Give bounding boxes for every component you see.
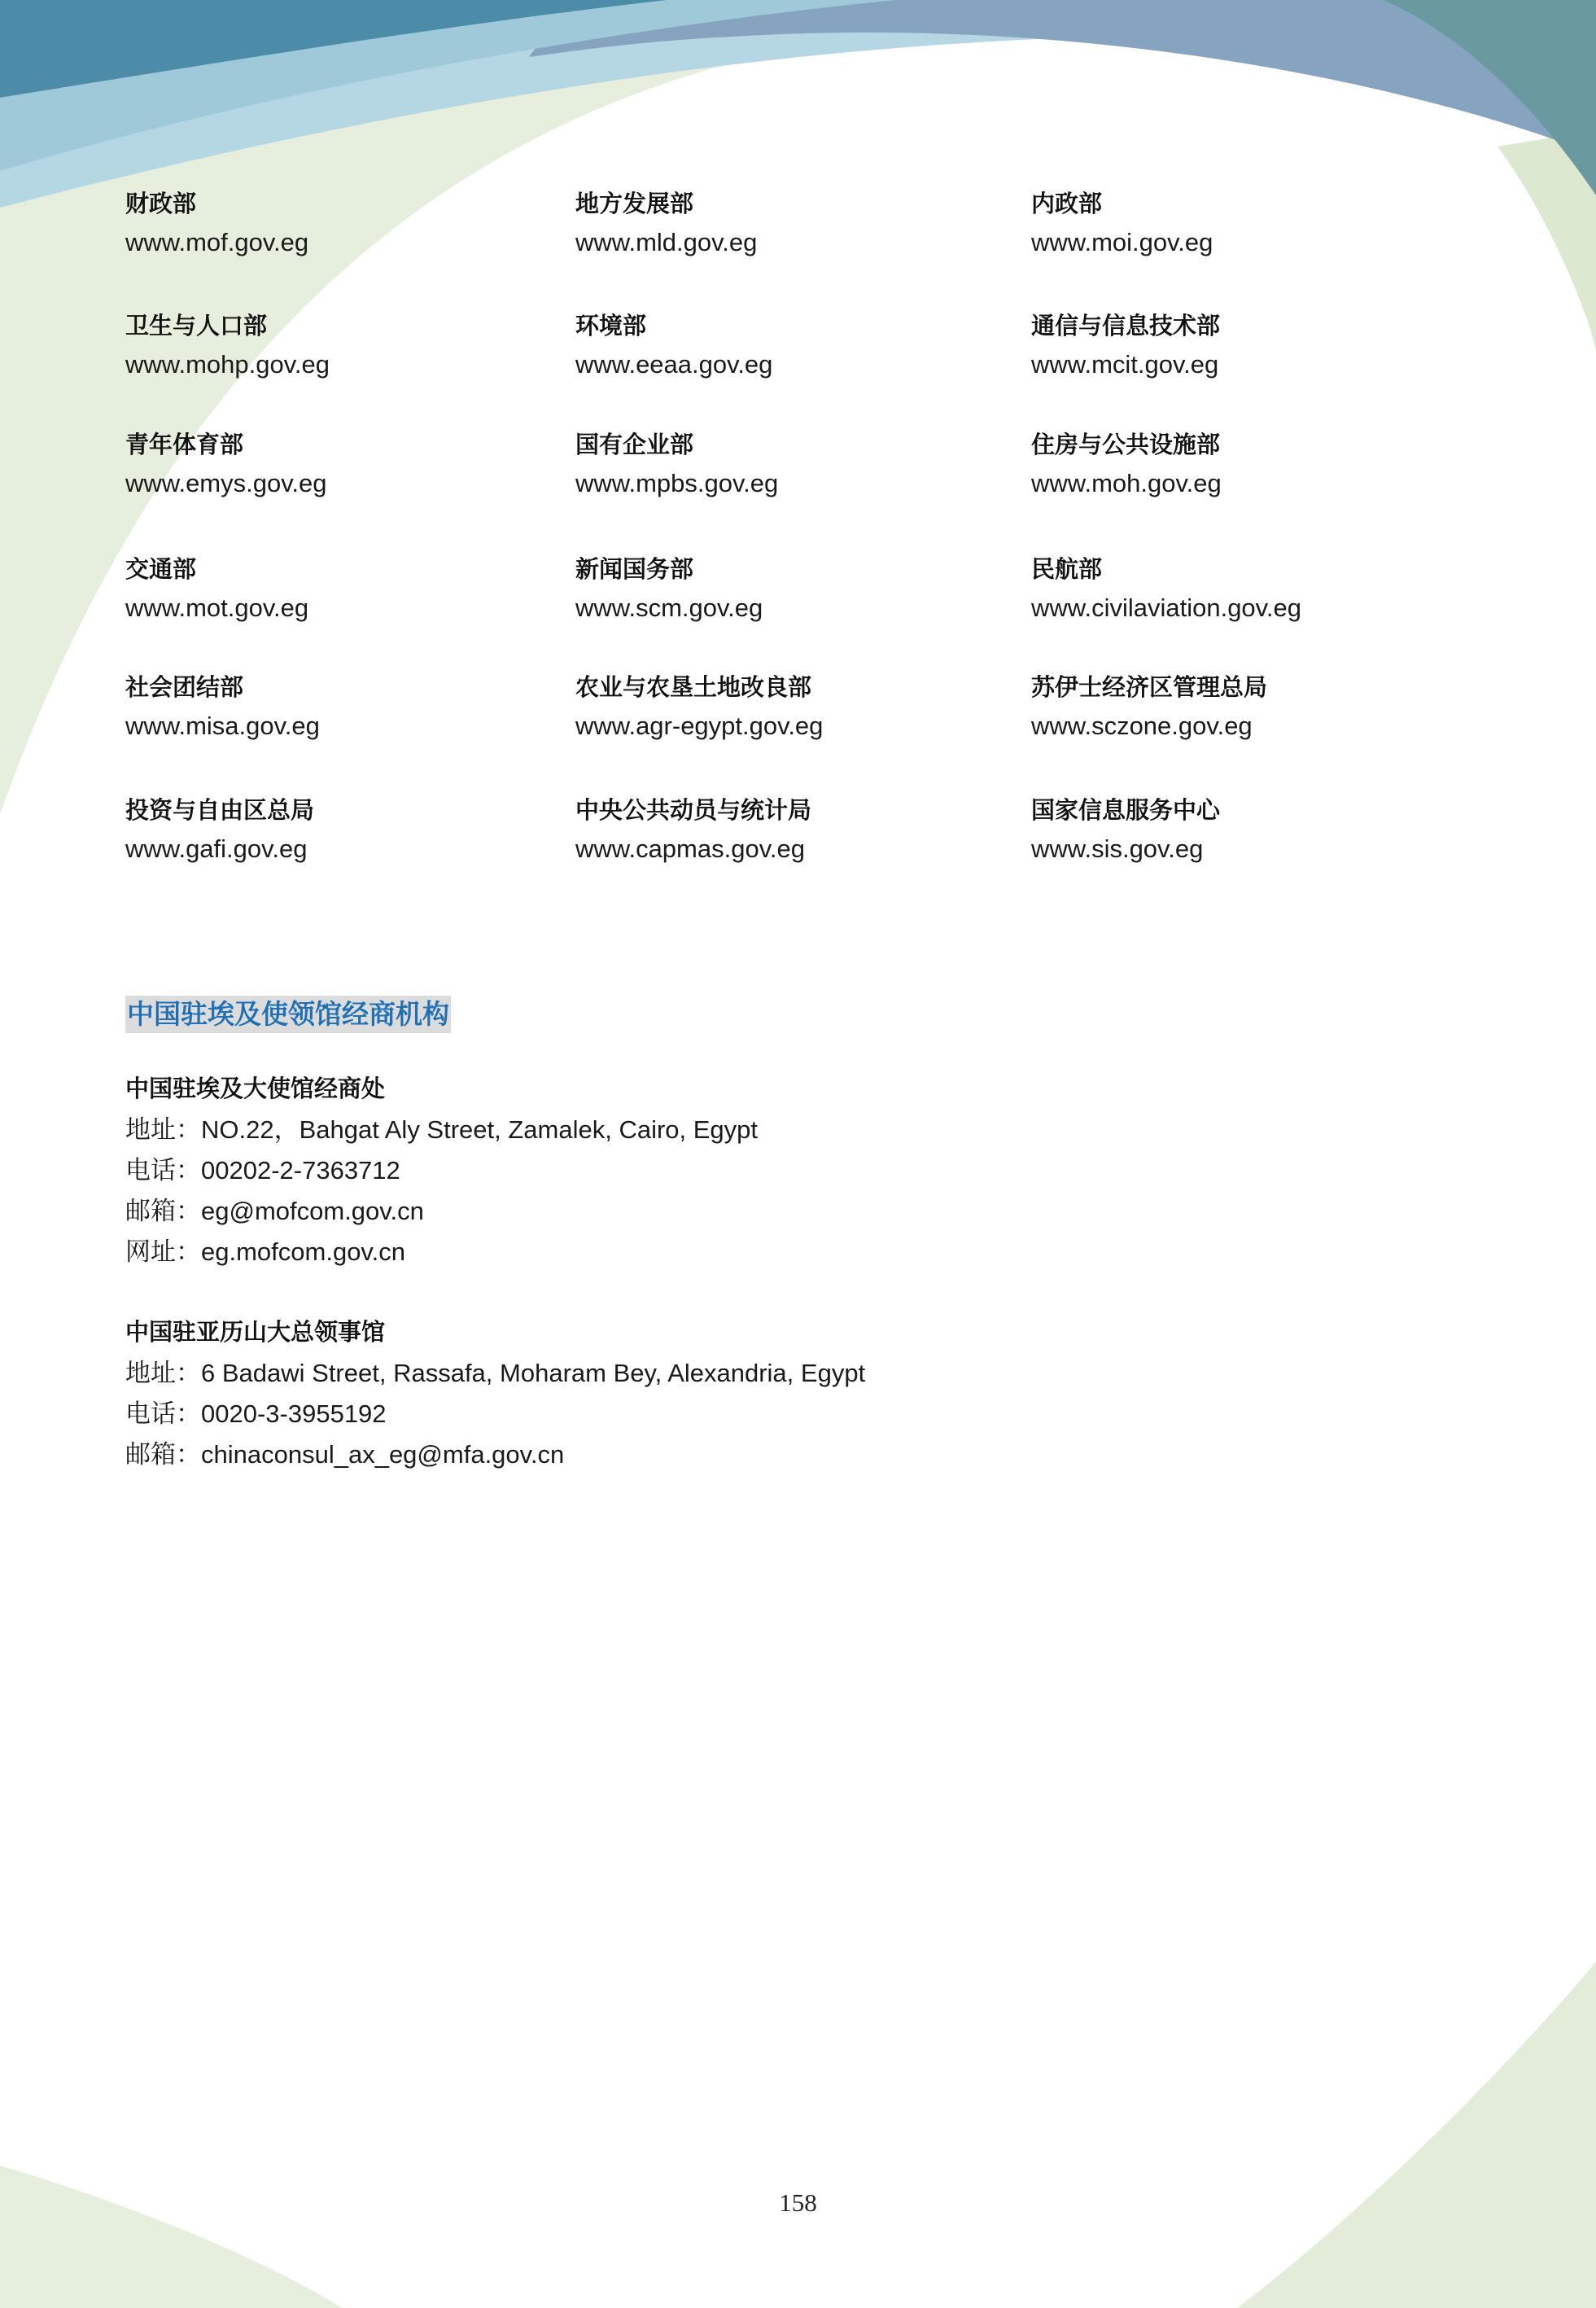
ministry-url[interactable]: www.mof.gov.eg <box>125 228 309 256</box>
ministry-url[interactable]: www.emys.gov.eg <box>125 469 327 497</box>
ministry-name: 环境部 <box>575 313 647 339</box>
ministry-name: 农业与农垦土地改良部 <box>575 675 812 701</box>
ministry-url[interactable]: www.scm.gov.eg <box>575 593 763 622</box>
ministry-entry <box>1031 427 1471 503</box>
ministry-entry <box>575 551 1015 628</box>
ministry-name: 社会团结部 <box>125 675 244 701</box>
ministry-url[interactable]: www.moi.gov.eg <box>1031 228 1213 256</box>
ministry-url[interactable]: www.mohp.gov.eg <box>125 350 330 379</box>
office-phone: 电话：00202-2-7363712 <box>125 1156 400 1185</box>
ministry-name: 财政部 <box>125 191 197 217</box>
ministry-url[interactable]: www.mpbs.gov.eg <box>575 469 779 497</box>
ministry-name: 青年体育部 <box>125 432 244 458</box>
office-email[interactable]: 邮箱：chinaconsul_ax_eg@mfa.gov.cn <box>125 1440 565 1469</box>
ministry-entry <box>125 427 565 503</box>
ministry-name: 卫生与人口部 <box>125 313 268 339</box>
ministry-url[interactable]: www.civilaviation.gov.eg <box>1031 593 1301 622</box>
office-email[interactable]: 邮箱：eg@mofcom.gov.cn <box>125 1197 424 1225</box>
office-address: 地址：6 Badawi Street, Rassafa, Moharam Bey, Alexandria, Egypt <box>125 1359 866 1387</box>
office-name: 中国驻亚历山大总领事馆 <box>125 1320 386 1346</box>
ministry-entry <box>125 792 565 869</box>
ministry-url[interactable]: www.sczone.gov.eg <box>1031 712 1253 740</box>
section-title: 中国驻埃及使领馆经商机构 <box>125 996 451 1033</box>
ministry-name: 中央公共动员与统计局 <box>575 798 812 824</box>
ministry-name: 交通部 <box>125 557 197 583</box>
office-website[interactable]: 网址：eg.mofcom.gov.cn <box>125 1237 405 1266</box>
office-name: 中国驻埃及大使馆经商处 <box>125 1076 386 1102</box>
ministry-name: 住房与公共设施部 <box>1031 432 1221 458</box>
ministry-entry <box>575 427 1015 503</box>
ministry-entry <box>125 551 565 628</box>
ministry-entry <box>1031 308 1471 384</box>
ministry-entry <box>1031 186 1471 262</box>
ministry-entry <box>575 669 1015 746</box>
office-address: 地址：NO.22，Bahgat Aly Street, Zamalek, Cairo, Egypt <box>125 1115 759 1144</box>
ministry-url[interactable]: www.capmas.gov.eg <box>575 834 805 863</box>
ministry-entry <box>575 792 1015 869</box>
ministry-name: 通信与信息技术部 <box>1031 313 1221 339</box>
consulate-office-block <box>125 1312 1183 1475</box>
ministry-name: 民航部 <box>1031 557 1103 583</box>
ministry-url[interactable]: www.mld.gov.eg <box>575 228 758 256</box>
ministry-entry <box>1031 669 1471 746</box>
ministry-name: 国有企业部 <box>575 432 694 458</box>
ministry-name: 地方发展部 <box>575 191 694 217</box>
office-phone: 电话：0020-3-3955192 <box>125 1399 387 1428</box>
ministry-entry <box>1031 792 1471 869</box>
ministry-entry <box>1031 551 1471 628</box>
ministry-entry <box>125 186 565 262</box>
page-number: 158 <box>779 2188 817 2217</box>
ministry-url[interactable]: www.mot.gov.eg <box>125 593 309 622</box>
ministry-entry <box>575 308 1015 384</box>
ministry-url[interactable]: www.moh.gov.eg <box>1031 469 1222 497</box>
ministry-url[interactable]: www.gafi.gov.eg <box>125 834 308 863</box>
ministry-url[interactable]: www.mcit.gov.eg <box>1031 350 1219 379</box>
ministry-url[interactable]: www.misa.gov.eg <box>125 712 320 740</box>
ministry-entry <box>575 186 1015 262</box>
embassy-office-block <box>125 1069 1183 1272</box>
ministry-name: 国家信息服务中心 <box>1031 798 1221 824</box>
ministry-url[interactable]: www.sis.gov.eg <box>1031 834 1204 863</box>
ministry-name: 投资与自由区总局 <box>125 798 315 824</box>
ministry-name: 内政部 <box>1031 191 1103 217</box>
ministry-name: 苏伊士经济区管理总局 <box>1031 675 1268 701</box>
ministry-url[interactable]: www.eeaa.gov.eg <box>575 350 773 379</box>
ministry-url[interactable]: www.agr-egypt.gov.eg <box>575 712 824 740</box>
ministry-entry <box>125 669 565 746</box>
ministry-name: 新闻国务部 <box>575 557 694 583</box>
ministry-entry <box>125 308 565 384</box>
